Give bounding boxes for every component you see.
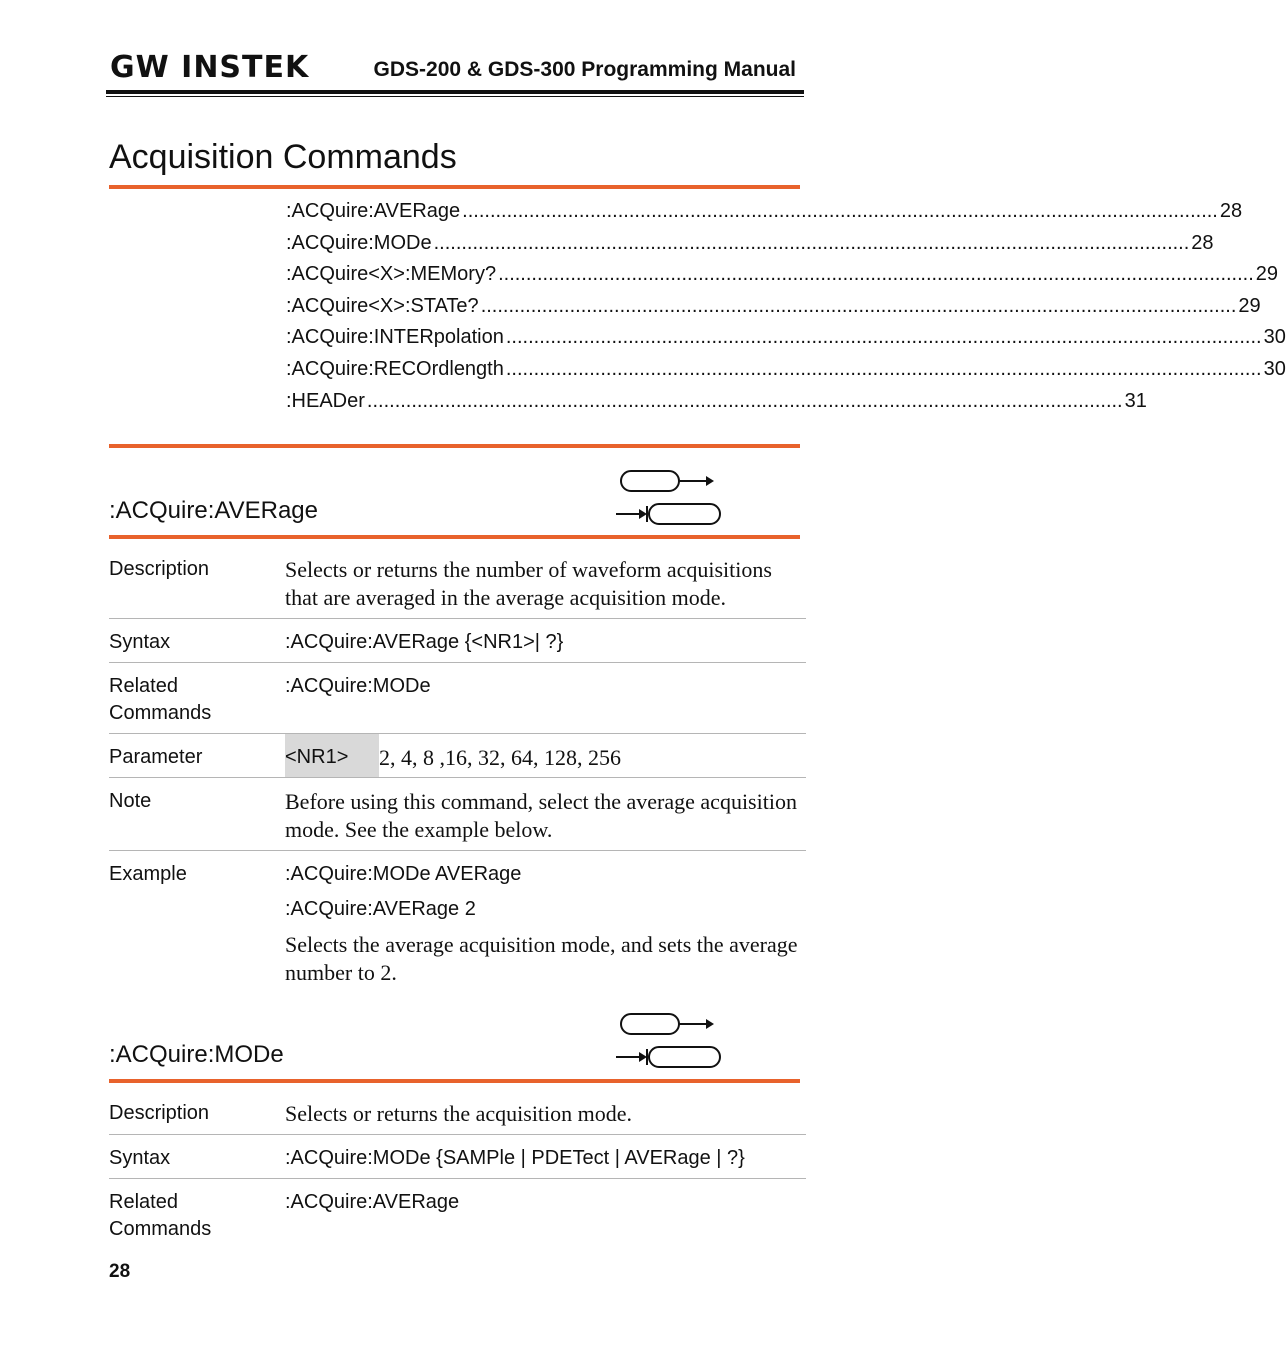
toc-entry[interactable] <box>286 231 1214 264</box>
toc-entry[interactable] <box>286 389 1147 422</box>
syntax-text: :ACQuire:AVERage {<NR1>| ?} <box>285 631 564 653</box>
page-number: 28 <box>109 1261 131 1282</box>
related-command-link[interactable]: :ACQuire:AVERage <box>285 1191 460 1213</box>
toc-label: :ACQuire:RECOrdlength <box>286 357 504 380</box>
command-table-acquire-average <box>109 546 806 993</box>
toc-entry[interactable] <box>286 357 1286 390</box>
toc-entry[interactable] <box>286 294 1261 327</box>
toc-label: :ACQuire:AVERage <box>286 200 461 222</box>
set-query-command-icon <box>614 1011 724 1065</box>
toc-leader: ........................................................................................................................................ <box>433 231 1190 254</box>
example-command: :ACQuire:MODe AVERage <box>285 863 522 885</box>
brand-logo: GW INSTEK <box>110 50 310 85</box>
toc-entry[interactable] <box>286 200 1243 232</box>
note-text: Before using this command, select the average acquisition mode. See the example below. <box>285 789 797 842</box>
example-row <box>109 851 806 993</box>
toc-page: 29 <box>1238 294 1261 317</box>
description-row <box>109 546 806 619</box>
description-text: Selects or returns the number of waveform acquisitions that are averaged in the average acquisition mode. <box>285 557 772 610</box>
toc-label: :ACQuire:INTERpolation <box>286 326 504 349</box>
note-row <box>109 778 806 851</box>
toc-page: 30 <box>1263 357 1286 380</box>
toc-label: :ACQuire:MODe <box>286 231 432 254</box>
toc-label: :ACQuire<X>:STATe? <box>286 294 479 317</box>
row-label: Syntax <box>109 631 171 653</box>
description-text: Selects or returns the acquisition mode. <box>285 1101 633 1126</box>
row-label: Syntax <box>109 1147 171 1169</box>
related-commands-row <box>109 663 806 734</box>
section-divider <box>109 1079 800 1083</box>
toc-divider <box>109 444 800 448</box>
toc-entry[interactable] <box>286 263 1279 295</box>
toc-entry[interactable] <box>286 326 1286 358</box>
toc-page: 28 <box>1219 200 1243 222</box>
parameter-row <box>109 734 806 778</box>
header-rule <box>106 90 804 94</box>
syntax-row <box>109 619 806 663</box>
toc-leader: ........................................................................................................................................ <box>480 294 1237 317</box>
parameter-name: <NR1> <box>285 734 379 777</box>
toc-page: 31 <box>1124 389 1147 412</box>
related-commands-row <box>109 1179 806 1249</box>
header-rule-thin <box>106 96 804 97</box>
toc-leader: ........................................................................................................................................ <box>462 200 1218 222</box>
syntax-text: :ACQuire:MODe {SAMPle | PDETect | AVERage | ?} <box>285 1147 745 1169</box>
description-row <box>109 1090 806 1135</box>
toc-page: 28 <box>1191 231 1214 254</box>
title-divider <box>109 185 800 189</box>
row-label: Description <box>109 558 210 580</box>
toc-page: 30 <box>1263 326 1286 349</box>
section-divider <box>109 535 800 539</box>
toc-page: 29 <box>1255 263 1279 286</box>
set-query-command-icon <box>614 468 724 522</box>
toc-leader: ........................................................................................................................................ <box>498 263 1254 286</box>
command-table-acquire-mode <box>109 1090 806 1249</box>
toc-label: :ACQuire<X>:MEMory? <box>286 263 497 286</box>
row-label: Parameter <box>109 746 203 768</box>
section-title-acquire-mode: :ACQuire:MODe <box>109 1041 284 1068</box>
example-content <box>285 861 806 987</box>
row-label: Example <box>109 863 187 885</box>
parameter-values: 2, 4, 8 ,16, 32, 64, 128, 256 <box>379 745 621 770</box>
parameter-cell <box>285 734 806 777</box>
example-description: Selects the average acquisition mode, and sets the average number to 2. <box>285 932 798 985</box>
related-command-link[interactable]: :ACQuire:MODe <box>285 675 431 697</box>
table-of-contents <box>286 200 1286 421</box>
section-title-acquire-average: :ACQuire:AVERage <box>109 497 318 524</box>
toc-leader: ........................................................................................................................................ <box>366 389 1123 412</box>
example-command: :ACQuire:AVERage 2 <box>285 898 476 920</box>
manual-title: GDS-200 & GDS-300 Programming Manual <box>373 58 796 81</box>
page-title: Acquisition Commands <box>109 138 457 176</box>
syntax-row <box>109 1135 806 1179</box>
toc-label: :HEADer <box>286 389 365 412</box>
toc-leader: ........................................................................................................................................ <box>505 357 1262 380</box>
row-label: Description <box>109 1102 210 1124</box>
toc-leader: ........................................................................................................................................ <box>505 326 1262 349</box>
row-label: Note <box>109 790 152 812</box>
row-label: Related Commands <box>109 1191 212 1240</box>
row-label: Related Commands <box>109 675 212 724</box>
